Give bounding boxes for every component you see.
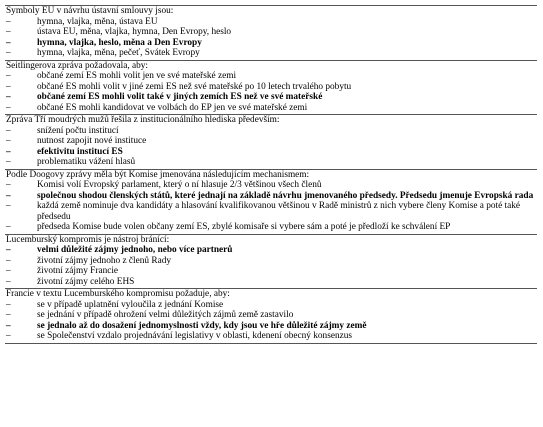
answer-text: životní zájmy Francie — [37, 266, 119, 276]
dash-bullet-icon: – — [6, 310, 11, 320]
question-stem: Podle Doogovy zprávy měla být Komise jmenována následujícím mechanismem: — [6, 169, 310, 180]
answer-option — [5, 180, 537, 191]
dash-bullet-icon: – — [6, 331, 11, 341]
question-stem: Francie v textu Lucemburského kompromisu požaduje, aby: — [6, 289, 230, 299]
question-stem: Zpráva Tří moudrých mužů řešila z institucionálního hlediska především: — [6, 115, 280, 125]
dash-bullet-icon: – — [6, 276, 11, 287]
answer-text: Komisi volí Evropský parlament, který o ní hlasuje 2/3 většinou všech členů — [37, 180, 322, 190]
question-block — [5, 235, 537, 290]
answer-option — [5, 71, 537, 82]
dash-bullet-icon: – — [6, 320, 11, 331]
answer-text: se jednalo až do dosažení jednomyslnosti vždy, kdy jsou ve hře důležité zájmy země — [37, 320, 367, 331]
answer-text: životní zájmy jednoho z členů Rady — [37, 255, 171, 266]
answer-option — [5, 256, 537, 267]
answer-option-correct — [5, 92, 537, 103]
question-block — [5, 5, 537, 61]
answer-option-correct — [5, 147, 537, 158]
answer-text: společnou shodou členských států, které jednají na základě návrhu jmenovaného předsedy. Předsedu jmenuje Evropská rada — [37, 190, 534, 201]
dash-bullet-icon: – — [6, 37, 11, 48]
question-block — [5, 61, 537, 116]
answer-text: životní zájmy celého EHS — [37, 276, 135, 287]
answer-option — [5, 310, 537, 321]
answer-text: hymna, vlajka, měna, pečeť, Svátek Evropy — [37, 48, 200, 58]
dash-bullet-icon: – — [6, 71, 11, 81]
answer-text: se v případě uplatnění vyloučila z jednání Komise — [37, 299, 224, 310]
dash-bullet-icon: – — [6, 180, 11, 190]
dash-bullet-icon: – — [6, 81, 11, 92]
answer-text: efektivitu institucí ES — [37, 146, 123, 157]
answer-option — [5, 48, 537, 59]
answer-option-correct — [5, 245, 537, 256]
answer-option — [5, 266, 537, 277]
answer-text: velmi důležité zájmy jednoho, nebo více partnerů — [37, 245, 233, 255]
answer-option — [5, 222, 537, 233]
answer-option — [5, 103, 537, 114]
dash-bullet-icon: – — [6, 255, 11, 266]
answer-option — [5, 82, 537, 93]
answer-text: občané ES mohli kandidovat ve volbách do EP jen ve své mateřské zemi — [37, 102, 308, 113]
answer-option — [5, 300, 537, 311]
answer-text: občané ES mohli volit v jiné zemi ES než své mateřské po 10 letech trvalého pobytu — [37, 81, 352, 92]
dash-bullet-icon: – — [6, 102, 11, 113]
question-stem: Seitlingerova zpráva požadovala, aby: — [6, 60, 148, 71]
answer-text: se jednání v případě ohrožení velmi důležitých zájmů země zastavilo — [37, 310, 294, 320]
dash-bullet-icon: – — [6, 27, 11, 37]
question-block — [5, 170, 537, 235]
answer-text: občané zemí ES mohli volit jen ve své mateřské zemi — [37, 71, 237, 81]
dash-bullet-icon: – — [6, 92, 11, 102]
answer-option — [5, 331, 537, 342]
answer-text: se Společenství vzdalo projednávání legislativy v oblasti, kdenení obecný konsenzus — [37, 331, 352, 341]
answer-text: hymna, vlajka, měna, ústava EU — [37, 16, 158, 27]
question-stem: Lucemburský kompromis je nástroj bránící: — [6, 234, 170, 245]
dash-bullet-icon: – — [6, 157, 11, 167]
answer-option — [5, 201, 537, 222]
answer-option — [5, 126, 537, 137]
answer-text: předseda Komise bude volen občany zemí ES, zbylé komisaře si vybere sám a poté je předloží ke schválení EP — [37, 222, 451, 232]
dash-bullet-icon: – — [6, 16, 11, 27]
dash-bullet-icon: – — [6, 125, 11, 136]
answer-text: nutnost zapojit nové instituce — [37, 136, 147, 146]
dash-bullet-icon: – — [6, 266, 11, 276]
answer-text: každá země nominuje dva kandidáty a hlasování kvalifikovanou většinou v Radě ministrů z nich vybere členy Komise a poté také předsedu — [37, 201, 521, 222]
dash-bullet-icon: – — [6, 190, 11, 201]
answer-option — [5, 157, 537, 168]
dash-bullet-icon: – — [6, 136, 11, 146]
answer-option — [5, 17, 537, 28]
dash-bullet-icon: – — [6, 48, 11, 58]
answer-option — [5, 136, 537, 147]
question-stem: Symboly EU v návrhu ústavní smlouvy jsou: — [6, 6, 174, 16]
dash-bullet-icon: – — [6, 245, 11, 255]
answer-text: občané zemí ES mohli volit také v jiných zemích ES než ve své mateřské — [37, 92, 323, 102]
answer-text: snížení počtu institucí — [37, 125, 119, 136]
answer-option-correct — [5, 38, 537, 49]
dash-bullet-icon: – — [6, 201, 11, 211]
answer-text: hymna, vlajka, heslo, měna a Den Evropy — [37, 37, 202, 48]
dash-bullet-icon: – — [6, 299, 11, 310]
dash-bullet-icon: – — [6, 222, 11, 232]
answer-option — [5, 277, 537, 288]
quiz-sheet — [5, 5, 537, 344]
answer-option-correct — [5, 191, 537, 202]
answer-text: problematiku vážení hlasů — [37, 157, 136, 167]
answer-text: ústava EU, měna, vlajka, hymna, Den Evropy, heslo — [37, 27, 232, 37]
question-block — [5, 289, 537, 344]
dash-bullet-icon: – — [6, 146, 11, 157]
answer-option-correct — [5, 321, 537, 332]
answer-option — [5, 27, 537, 38]
question-block — [5, 115, 537, 170]
